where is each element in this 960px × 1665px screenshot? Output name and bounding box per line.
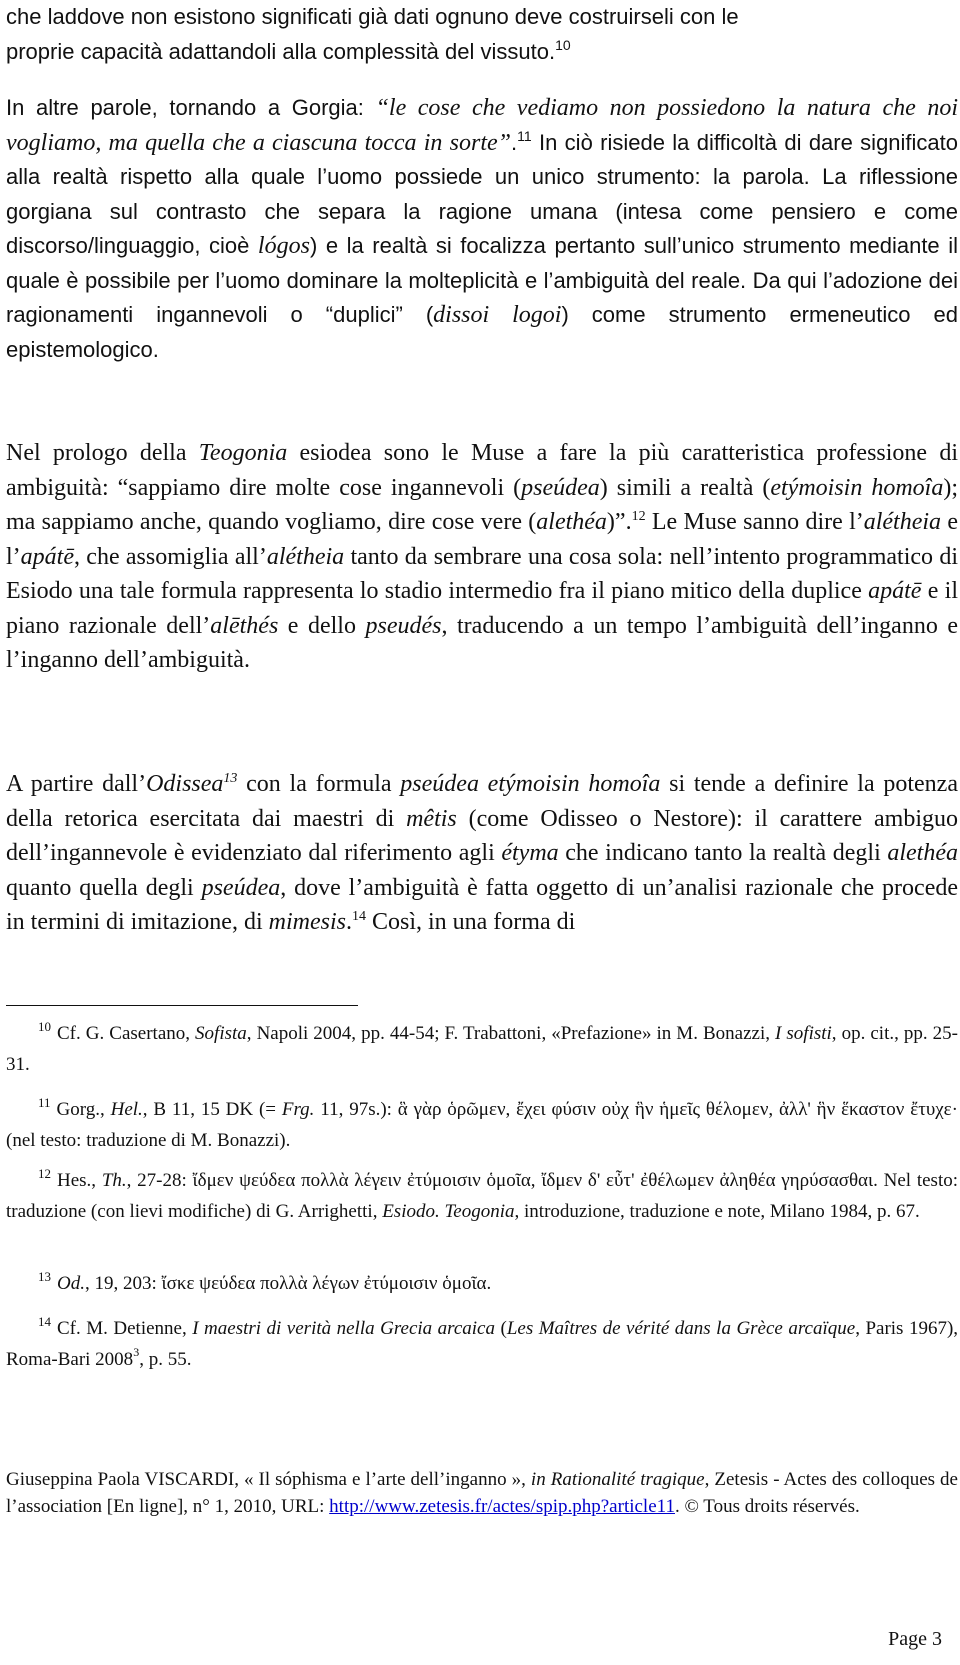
edition-superscript: 3 — [133, 1345, 140, 1359]
p4-text: , dove l’ambiguità è fatta oggetto di un’analisi razionale che procede in termini di imitazione, di — [6, 874, 959, 935]
p2-dissoi-logoi: dissoi logoi — [433, 302, 562, 328]
footnote-ref-13[interactable]: 13 — [223, 771, 238, 786]
p4-text: con la formula — [237, 771, 401, 797]
fn-text: ( — [495, 1318, 507, 1339]
p4-metis: mêtis — [406, 805, 457, 832]
p4-etyma: étyma — [501, 840, 559, 866]
p3-pseudes: pseudés — [365, 612, 442, 639]
p3-text: , traducendo a un tempo l’ambiguità dell’inganno e l’inganno dell’ambiguità. — [6, 612, 958, 673]
p3-text: )”. — [606, 509, 632, 535]
p3-pseudea: pseúdea — [521, 474, 600, 501]
fn-italic: Esiodo. Teogonia — [382, 1201, 515, 1222]
footnote-11 — [6, 1094, 958, 1156]
paragraph-1 — [6, 0, 958, 69]
fn-italic: Th. — [101, 1170, 127, 1191]
p4-alethea: alethéa — [887, 840, 958, 866]
p3-etymoisin: etýmoisin homoîa — [770, 474, 944, 501]
fn-text: 11, 97s.): ἃ γὰρ ὁρῶμεν, ἔχει φύσιν οὐχ ἣν ἡμεῖς θέλομεν, ἀλλ' ἣν ἕκαστον ἔτυχε· (nel testo: traduzione di M. Bonazzi). — [6, 1099, 958, 1151]
footnote-12 — [6, 1165, 958, 1227]
p4-text: (come Odisseo o Nestore): il carattere ambiguo dell’ingannevole è evidenziato dal riferimento agli — [6, 805, 958, 866]
footnote-number: 13 — [38, 1269, 51, 1284]
fn-text: , 19, 203: ἴσκε ψεύδεα πολλὰ λέγων ἐτύμοισιν ὁμοῖα. — [84, 1273, 492, 1294]
p3-apate: apátē — [868, 578, 922, 604]
p4-pseudea: pseúdea — [201, 874, 281, 901]
fn-italic: Od. — [57, 1273, 85, 1294]
fn-text: , B 11, 15 DK (= — [142, 1099, 282, 1120]
p2-text1: In ciò risiede la difficoltà di dare significato alla realtà rispetto alla quale l’uomo possiede un unico strumento: la parola. — [6, 129, 959, 189]
fn-italic: Les Maîtres de vérité dans la Grèce arcaïque — [506, 1318, 856, 1339]
footnote-number: 14 — [38, 1314, 51, 1329]
paragraph-gorgia — [6, 91, 958, 367]
p3-text: e dello — [278, 612, 366, 639]
p3-text: e il piano razionale dell’ — [6, 578, 958, 639]
citation-footer — [6, 1466, 958, 1520]
footnote-14 — [6, 1313, 958, 1375]
footer-rights: . © Tous droits réservés. — [674, 1496, 860, 1517]
p3-apate: apátē — [20, 543, 74, 570]
p3-alethes: alēthés — [210, 612, 279, 639]
p3-text: e l’ — [6, 509, 959, 570]
paragraph-teogonia — [6, 436, 958, 678]
footnote-number: 11 — [38, 1095, 51, 1110]
paragraph-2: In altre parole, tornando a Gorgia: “le cose che vediamo non possiedono la natura che noi vogliamo, ma quella che a ciascuna tocca in sorte”.$^{11}$ In ciò risiede la difficoltà di dare significato alla realtà rispetto alla quale l’uomo possiede un unico strumento: la parola. La riflessione gorgiana sul contrasto che separa la ragione umana (intesa come pensiero e come discorso/linguaggio, cioè lógos) e la realtà si focalizza pertanto sull’unico strumento mediante il quale è possibile per l’uomo dominare la molteplicità e l’ambiguità del reale. Da qui l’adozione dei ragionamenti ingannevoli o “duplici” (dissoi logoi) come strumento ermeneutico ed epistemologico. — [6, 95, 959, 362]
p1-line2: proprie capacità adattandoli alla complessità del vissuto. — [6, 38, 556, 64]
p3-alethea: alethéa — [536, 509, 607, 535]
fn-text: Hes., — [57, 1170, 102, 1191]
paragraph-odissea — [6, 767, 958, 940]
fn-italic: Frg. — [281, 1099, 315, 1120]
p3-teogonia: Teogonia — [198, 440, 288, 466]
fn-italic: Sofista — [195, 1023, 247, 1044]
paragraph-continuation — [6, 0, 958, 69]
p3-text: Nel prologo della — [6, 440, 199, 466]
p3-text: esiodea sono le Muse a fare la più caratteristica professione di ambiguità: “sappiamo dire molte cose ingannevoli ( — [6, 440, 959, 501]
footnote-number: 12 — [38, 1166, 51, 1181]
p2-logos: lógos — [257, 233, 310, 259]
fn-text: Cf. G. Casertano, — [57, 1023, 196, 1044]
footer-url-link[interactable]: http://www.zetesis.fr/actes/spip.php?article11 — [329, 1496, 675, 1517]
fn-text: Gorg., — [56, 1099, 111, 1120]
footnote-ref-12[interactable]: 12 — [631, 509, 646, 524]
p4-text: A partire dall’ — [6, 771, 147, 797]
footnote-13 — [6, 1268, 958, 1299]
p3-text: , che assomiglia all’ — [74, 543, 267, 570]
p4-text: Così, in una forma di — [365, 909, 576, 935]
fn-italic: I maestri di verità nella Grecia arcaica — [192, 1318, 495, 1339]
p2-text4: ) come strumento ermeneutico ed epistemologico. — [6, 302, 958, 362]
footnote-ref-11[interactable]: 11 — [517, 127, 532, 144]
fn-text: , introduzione, traduzione e note, Milano 1984, p. 67. — [514, 1201, 920, 1222]
p4-formula: pseúdea etýmoisin homoîa — [400, 771, 661, 797]
p4-odissea: Odissea — [146, 771, 224, 797]
p2-text3: ) e la realtà si focalizza pertanto sull’unico strumento mediante il quale è possibile per l’uomo dominare la molteplicità e l’ambiguità del reale. Da qui l’adozione dei ragionamenti ingannevoli o “duplici” ( — [6, 233, 958, 327]
p4-text: . — [345, 909, 352, 935]
p3-text: ); ma sappiamo anche, quando vogliamo, dire cose vere ( — [6, 474, 958, 535]
footer-text: , Zetesis - Actes des colloques de l’association [En ligne], n° 1, 2010, URL: — [6, 1469, 958, 1517]
footnote-separator — [6, 1005, 358, 1006]
fn-text: , 27-28: ἴδμεν ψεύδεα πολλὰ λέγειν ἐτύμοισιν ὁμοῖα, ἴδμεν δ' εὖτ' ἐθέλωμεν ἀληθέα γηρύσασθαι. Nel testo: traduzione (con lievi modifiche) di G. Arrighetti, — [6, 1170, 958, 1222]
page-number: Page 3 — [888, 1628, 942, 1650]
p3-text: tanto da sembrare una cosa sola: nell’intento programmatico di Esiodo una tale formula rappresenta lo stadio intermedio fra il piano mitico della duplice — [6, 543, 958, 604]
footnote-ref-14[interactable]: 14 — [351, 909, 366, 924]
p4-mimesis: mimesis — [268, 909, 346, 935]
p3-text: Le Muse sanno dire l’ — [645, 509, 864, 535]
fn-text: , Paris 1967), Roma-Bari 2008 — [6, 1318, 959, 1370]
p2-lead: In altre parole, tornando a Gorgia: — [6, 95, 376, 120]
footnote-number: 10 — [38, 1019, 51, 1034]
p1-line1: che laddove non esistono significati già dati ognuno deve costruirseli con le — [6, 4, 739, 29]
p2-quote: “le cose che vediamo non possiedono la natura che noi vogliamo, ma quella che a ciascuna tocca in sorte” — [6, 95, 958, 156]
p3-aletheia: alétheia — [863, 509, 942, 535]
footnote-ref-10[interactable]: 10 — [555, 36, 571, 53]
p4-text: si tende a definire la potenza della retorica esercitata dai maestri di — [6, 771, 958, 832]
fn-italic: Hel. — [110, 1099, 143, 1120]
fn-text: , Napoli 2004, pp. 44-54; F. Trabattoni, «Prefazione» in M. Bonazzi, — [246, 1023, 776, 1044]
fn-text: , op. cit., pp. 25-31. — [6, 1023, 958, 1075]
p3-aletheia: alétheia — [266, 543, 345, 570]
paragraph-3 — [6, 436, 958, 678]
footnote-10 — [6, 1018, 958, 1080]
footer-author: Giuseppina Paola VISCARDI, « Il sóphisma e l’arte dell’inganno », — [6, 1469, 531, 1490]
p4-text: che indicano tanto la realtà degli — [558, 840, 888, 866]
fn-text: , p. 55. — [139, 1349, 192, 1370]
paragraph-4 — [6, 767, 958, 940]
p4-text: quanto quella degli — [6, 874, 202, 901]
footer-collection: in Rationalité tragique — [530, 1469, 705, 1490]
p2-text2: La riflessione gorgiana sul contrasto che separa la ragione umana (intesa come pensiero e come discorso/linguaggio, cioè — [6, 164, 958, 258]
p3-text: ) simili a realtà ( — [599, 474, 771, 501]
fn-italic: I sofisti — [775, 1023, 832, 1044]
fn-text: Cf. M. Detienne, — [57, 1318, 193, 1339]
